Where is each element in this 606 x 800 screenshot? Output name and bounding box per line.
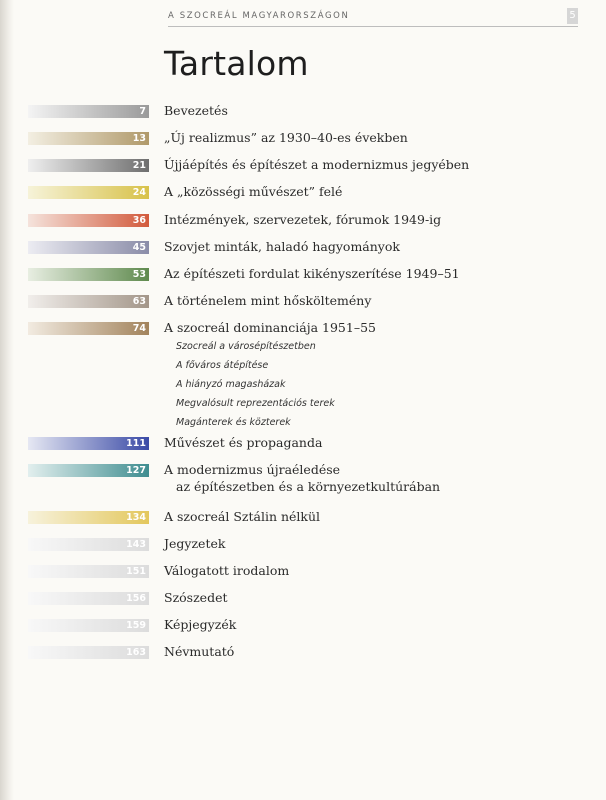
toc-subsection[interactable]: A hiányzó magasházak [176, 379, 286, 390]
toc-page-number: 111 [28, 437, 149, 450]
page-number: 5 [567, 8, 578, 24]
toc-entry-title: A történelem mint hősköltemény [164, 293, 372, 308]
toc-page-number: 151 [28, 565, 149, 578]
toc-entry-title-block [164, 461, 584, 495]
toc-page-number: 134 [28, 511, 149, 524]
toc-entry-title: Névmutató [164, 644, 235, 659]
toc-entry-title: A szocreál dominanciája 1951–55 [164, 320, 376, 335]
toc-entry-title-block [164, 238, 584, 255]
toc-entry-title: Intézmények, szervezetek, fórumok 1949-ig [164, 212, 442, 227]
toc-page-number: 156 [28, 592, 149, 605]
toc-entry-title-block [164, 183, 584, 200]
toc-entry-title-block [164, 319, 584, 336]
toc-subsection-list [176, 337, 476, 432]
toc-subsection[interactable]: A főváros átépítése [176, 360, 269, 371]
toc-entry-title-block [164, 102, 584, 119]
toc-entry-title: Bevezetés [164, 103, 228, 118]
toc-subsection[interactable]: Szocreál a városépítészetben [176, 341, 316, 352]
toc-entry-title: Szószedet [164, 590, 228, 605]
toc-entry-title: Az építészeti fordulat kikényszerítése 1949–51 [164, 266, 460, 281]
toc-page-number: 127 [28, 464, 149, 477]
toc-entry-title-block [164, 434, 584, 451]
toc-page-number: 45 [28, 241, 149, 254]
toc-page-number: 24 [28, 186, 149, 199]
toc-page-number: 21 [28, 159, 149, 172]
toc-page-number: 63 [28, 295, 149, 308]
toc-entry-title-block [164, 508, 584, 525]
toc-subsection[interactable]: Magánterek és közterek [176, 417, 291, 428]
toc-page-number: 36 [28, 214, 149, 227]
toc-page-number: 159 [28, 619, 149, 632]
toc-page-number: 13 [28, 132, 149, 145]
toc-entry-title: Szovjet minták, haladó hagyományok [164, 239, 400, 254]
toc-entry-title-block [164, 643, 584, 660]
toc-page-number: 143 [28, 538, 149, 551]
toc-page-number: 163 [28, 646, 149, 659]
toc-page-number: 53 [28, 268, 149, 281]
toc-entry-title: A szocreál Sztálin nélkül [164, 509, 321, 524]
toc-entry-title-block [164, 616, 584, 633]
toc-entry-title-block [164, 156, 584, 173]
toc-entry-title-block [164, 535, 584, 552]
toc-entry-title: Művészet és propaganda [164, 435, 323, 450]
toc-entry-title: Képjegyzék [164, 617, 237, 632]
toc-entry-title: Újjáépítés és építészet a modernizmus jegyében [164, 157, 470, 172]
toc-entry-title-block [164, 129, 584, 146]
toc-entry-title: Válogatott irodalom [164, 563, 290, 578]
toc-entry-title: „Új realizmus” az 1930–40-es években [164, 130, 408, 145]
toc-entry-title-block [164, 562, 584, 579]
toc-entry-title-block [164, 292, 584, 309]
page-title: Tartalom [164, 44, 309, 83]
toc-entry-title: A modernizmus újraéledése [164, 462, 341, 477]
toc-entry-title-continuation: az építészetben és a környezetkultúrában [176, 479, 441, 494]
toc-entry-title: Jegyzetek [164, 536, 226, 551]
toc-entry-title: A „közösségi művészet” felé [164, 184, 343, 199]
running-title: A SZOCREÁL MAGYARORSZÁGON [168, 11, 350, 21]
toc-subsection[interactable]: Megvalósult reprezentációs terek [176, 398, 335, 409]
toc-entry-title-block [164, 265, 584, 282]
toc-entry-title-block [164, 211, 584, 228]
toc-page-number: 7 [28, 105, 149, 118]
toc-page-number: 74 [28, 322, 149, 335]
toc-entry-title-block [164, 589, 584, 606]
